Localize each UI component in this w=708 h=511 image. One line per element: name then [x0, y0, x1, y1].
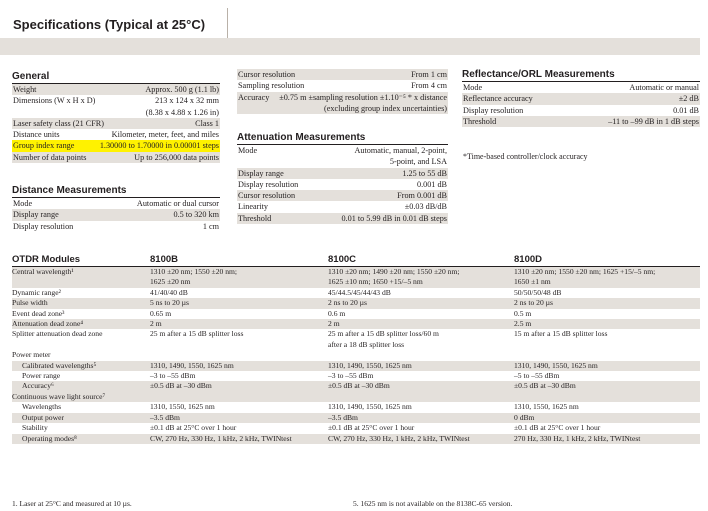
distance-section	[12, 185, 220, 232]
table-row	[12, 329, 700, 350]
spec-row	[237, 179, 448, 190]
page-title: Specifications (Typical at 25°C)	[13, 17, 206, 32]
spec-value: 0.01 dB	[673, 105, 699, 115]
spec-value: 1.25 to 55 dB	[402, 168, 447, 178]
table-cell: ±0.1 dB at 25°C over 1 hour	[514, 423, 601, 433]
row-label: Central wavelength¹	[12, 267, 74, 276]
table-cell: –3 to –55 dBm	[150, 371, 196, 381]
spec-row	[462, 82, 700, 93]
table-cell: ±0.5 dB at –30 dBm	[328, 381, 390, 391]
table-cell: 45/44.5/45/44/43 dB	[328, 287, 391, 297]
spec-row	[237, 190, 448, 201]
table-cell: 25 m after a 15 dB splitter loss	[150, 329, 244, 339]
table-row	[12, 288, 700, 298]
table-cell: 2 ns to 20 µs	[328, 298, 367, 308]
table-row	[12, 434, 700, 444]
spec-row	[237, 80, 448, 91]
row-label: Accuracy⁶	[22, 381, 54, 391]
table-cell: 1310, 1490, 1550, 1625 nm	[150, 360, 234, 370]
spec-label: Sampling resolution	[238, 81, 305, 91]
table-cell: 0.65 m	[150, 308, 172, 318]
spec-row	[12, 95, 220, 118]
spec-value: Approx. 500 g (1.1 lb)	[145, 85, 219, 94]
footnote-right: 5. 1625 nm is not available on the 8138C-65 version.	[353, 499, 513, 508]
row-label: Power range	[22, 371, 61, 381]
spec-label: Reflectance accuracy	[463, 94, 533, 104]
row-label: Splitter attenuation dead zone	[12, 329, 103, 339]
spec-label: Mode	[13, 199, 33, 208]
spec-value: 0.01 to 5.99 dB in 0.01 dB steps	[341, 213, 447, 223]
table-cell: –5 to –55 dBm	[514, 371, 560, 381]
otdr-body	[12, 267, 700, 444]
table-row	[12, 392, 700, 402]
table-cell: 1310 ±20 nm; 1550 ±20 nm; 1625 +15/–5 nm; 1650 ±1 nm	[514, 267, 656, 287]
otdr-table	[12, 254, 700, 444]
table-cell: ±0.1 dB at 25°C over 1 hour	[328, 423, 415, 433]
otdr-header	[12, 254, 700, 267]
spec-value: ±0.75 m ±sampling resolution ±1.10⁻⁵ * x distance (excluding group index uncertainties)	[279, 92, 447, 113]
reflectance-section	[462, 69, 700, 127]
otdr-title: OTDR Modules	[12, 254, 81, 265]
table-cell	[514, 350, 700, 360]
spec-label: Threshold	[463, 116, 497, 126]
row-label: Attenuation dead zone⁴	[12, 319, 83, 329]
attenuation-title: Attenuation Measurements	[237, 132, 448, 145]
spec-label: Accuracy	[238, 92, 270, 102]
spec-row	[237, 92, 448, 115]
spec-value: From 1 cm	[411, 70, 447, 79]
table-row	[12, 371, 700, 381]
table-cell: 25 m after a 15 dB splitter loss/60 m after a 18 dB splitter loss	[328, 329, 439, 349]
column-header: 8100D	[514, 254, 542, 265]
spec-value: Kilometer, meter, feet, and miles	[111, 130, 219, 140]
spec-row	[12, 221, 220, 232]
row-label: Power meter	[12, 350, 51, 360]
table-cell: 2 m	[150, 319, 162, 329]
spec-value: From 4 cm	[411, 81, 447, 91]
table-cell: ±0.5 dB at –30 dBm	[514, 381, 576, 391]
header-band	[0, 38, 700, 55]
table-cell: CW, 270 Hz, 330 Hz, 1 kHz, 2 kHz, TWINtest	[328, 433, 470, 443]
table-cell: 2.5 m	[514, 319, 532, 329]
footnote-left: 1. Laser at 25°C and measured at 10 µs.	[12, 499, 132, 508]
spec-row	[12, 118, 220, 129]
spec-label: Laser safety class (21 CFR)	[13, 118, 104, 128]
spec-label: Display range	[238, 168, 284, 178]
table-cell	[150, 350, 328, 360]
spec-row	[237, 201, 448, 212]
spec-row	[462, 116, 700, 127]
table-cell: 1310 ±20 nm; 1550 ±20 nm; 1625 ±20 nm	[150, 267, 238, 287]
table-cell: 1310, 1490, 1550, 1625 nm	[328, 402, 412, 412]
spec-label: Weight	[13, 85, 37, 94]
table-cell: 1310, 1490, 1550, 1625 nm	[328, 360, 412, 370]
spec-label: Distance units	[13, 130, 60, 140]
table-row	[12, 402, 700, 412]
spec-row	[237, 168, 448, 179]
spec-row	[12, 198, 220, 209]
table-cell: 15 m after a 15 dB splitter loss	[514, 329, 608, 339]
spec-label: Display resolution	[238, 179, 299, 189]
attenuation-section	[237, 132, 448, 224]
spec-label: Group index range	[13, 141, 75, 151]
table-row	[12, 423, 700, 433]
spec-label: Mode	[463, 83, 483, 92]
spec-label: Cursor resolution	[238, 191, 296, 201]
table-cell: 0.6 m	[328, 308, 346, 318]
table-cell: 50/50/50/48 dB	[514, 287, 562, 297]
table-row	[12, 350, 700, 360]
table-cell: 270 Hz, 330 Hz, 1 kHz, 2 kHz, TWINtest	[514, 433, 641, 443]
table-row	[12, 361, 700, 371]
distance-title: Distance Measurements	[12, 185, 220, 198]
spec-label: Mode	[238, 146, 258, 155]
spec-row	[12, 84, 220, 95]
row-label: Operating modes⁸	[22, 433, 77, 443]
spec-value: 1.30000 to 1.70000 in 0.00001 steps	[99, 141, 219, 151]
table-cell: 5 ns to 20 µs	[150, 298, 189, 308]
table-cell: 1310 ±20 nm; 1490 ±20 nm; 1550 ±20 nm; 1625 ±10 nm; 1650 +15/–5 nm	[328, 267, 460, 287]
table-cell: –3.5 dBm	[328, 412, 358, 422]
spec-value: Automatic, manual, 2-point, 5-point, and LSA	[354, 146, 447, 167]
table-row	[12, 381, 700, 391]
reflectance-title: Reflectance/ORL Measurements	[462, 69, 700, 82]
table-cell: 1310, 1490, 1550, 1625 nm	[514, 360, 598, 370]
table-cell: 2 m	[328, 319, 340, 329]
row-label: Event dead zone³	[12, 308, 65, 318]
spec-label: Cursor resolution	[238, 70, 296, 79]
general-title: General	[12, 71, 220, 84]
row-label: Calibrated wavelengths⁵	[22, 360, 97, 370]
cursor-section	[237, 69, 448, 114]
table-cell: 0.5 m	[514, 308, 532, 318]
spec-row	[462, 105, 700, 116]
spec-label: Number of data points	[13, 152, 87, 162]
table-cell: –3 to –55 dBm	[328, 371, 374, 381]
spec-value: 0.001 dB	[416, 179, 447, 189]
spec-value: ±0.03 dB/dB	[404, 202, 447, 212]
spec-value: 1 cm	[202, 221, 219, 231]
spec-value: Automatic or dual cursor	[136, 199, 219, 208]
spec-value: 0.5 to 320 km	[173, 210, 219, 220]
table-cell: 2 ns to 20 µs	[514, 298, 553, 308]
row-label: Wavelengths	[22, 402, 62, 412]
general-section	[12, 71, 220, 163]
spec-value: 213 x 124 x 32 mm (8.38 x 4.88 x 1.26 in)	[145, 96, 219, 117]
row-label: Output power	[22, 412, 64, 422]
spec-row	[12, 152, 220, 163]
table-cell: ±0.5 dB at –30 dBm	[150, 381, 212, 391]
spec-label: Dimensions (W x H x D)	[13, 96, 96, 106]
spec-value: –11 to –99 dB in 1 dB steps	[608, 116, 699, 126]
row-label: Continuous wave light source⁷	[12, 391, 106, 401]
spec-label: Linearity	[238, 202, 269, 212]
spec-row-highlighted	[12, 140, 220, 151]
spec-label: Display resolution	[463, 105, 524, 115]
table-cell: 1310, 1550, 1625 nm	[150, 402, 215, 412]
spec-value: From 0.001 dB	[397, 191, 447, 201]
table-cell	[514, 392, 700, 402]
row-label: Stability	[22, 423, 48, 433]
spec-row	[12, 209, 220, 220]
table-cell: 0 dBm	[514, 412, 535, 422]
spec-row	[12, 129, 220, 140]
spec-row	[462, 93, 700, 104]
spec-value: Class 1	[195, 118, 219, 128]
spec-row	[237, 213, 448, 224]
table-row	[12, 267, 700, 288]
row-label: Dynamic range²	[12, 287, 61, 297]
spec-row	[237, 69, 448, 80]
column-header: 8100B	[150, 254, 178, 265]
column-header: 8100C	[328, 254, 356, 265]
table-row	[12, 319, 700, 329]
row-label: Pulse width	[12, 298, 48, 308]
table-cell	[328, 392, 514, 402]
table-cell: ±0.1 dB at 25°C over 1 hour	[150, 423, 237, 433]
table-cell	[150, 392, 328, 402]
table-cell: 1310, 1550, 1625 nm	[514, 402, 579, 412]
table-cell: CW, 270 Hz, 330 Hz, 1 kHz, 2 kHz, TWINtest	[150, 433, 292, 443]
table-row	[12, 309, 700, 319]
spec-value: ±2 dB	[678, 94, 699, 104]
spec-row	[237, 145, 448, 168]
table-cell	[328, 350, 514, 360]
reflectance-note: *Time-based controller/clock accuracy	[463, 152, 588, 161]
spec-label: Display resolution	[13, 221, 74, 231]
spec-label: Display range	[13, 210, 59, 220]
table-row	[12, 298, 700, 308]
spec-value: Up to 256,000 data points	[134, 152, 219, 162]
spec-value: Automatic or manual	[629, 83, 699, 92]
table-row	[12, 413, 700, 423]
table-cell: –3.5 dBm	[150, 412, 180, 422]
table-cell: 41/40/40 dB	[150, 287, 188, 297]
spec-label: Threshold	[238, 213, 272, 223]
